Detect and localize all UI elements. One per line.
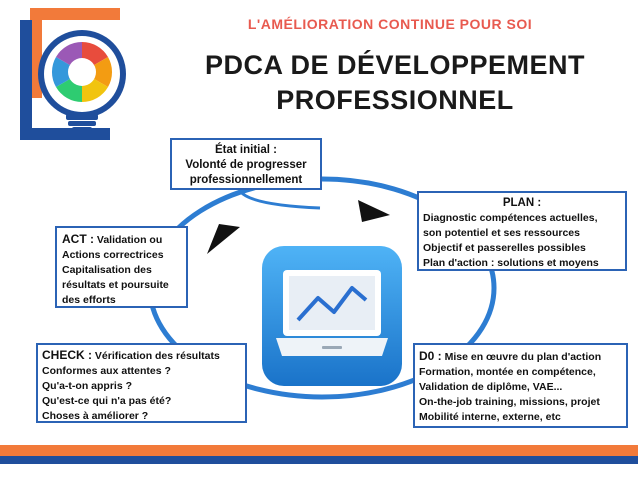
initial-state-line-3: professionnellement bbox=[189, 174, 303, 186]
bottom-stripe-blue bbox=[0, 456, 638, 464]
header-subtitle: L'AMÉLIORATION CONTINUE POUR SOI bbox=[247, 16, 533, 32]
plan-box bbox=[417, 191, 627, 271]
check-label: CHECK : bbox=[42, 348, 92, 362]
title-line-1: PDCA DE DÉVELOPPEMENT bbox=[204, 50, 586, 80]
do-first-line bbox=[419, 349, 622, 365]
check-first: Vérification des résultats bbox=[94, 350, 220, 362]
check-item: Choses à améliorer ? bbox=[42, 410, 149, 422]
act-item: Capitalisation des bbox=[62, 264, 152, 276]
bottom-stripe-orange bbox=[0, 445, 638, 456]
do-item: Validation de diplôme, VAE... bbox=[419, 381, 563, 393]
page-title bbox=[160, 48, 630, 118]
initial-state-line-1: État initial : bbox=[215, 144, 277, 156]
check-item: Conformes aux attentes ? bbox=[42, 365, 171, 377]
plan-item: Plan d'action : solutions et moyens bbox=[423, 257, 599, 269]
act-first: Validation ou bbox=[96, 234, 163, 246]
initial-state-box bbox=[170, 138, 322, 190]
check-first-line bbox=[42, 348, 241, 364]
do-box bbox=[413, 343, 628, 428]
act-label: ACT : bbox=[62, 232, 94, 246]
check-box bbox=[36, 343, 247, 423]
title-line-2: PROFESSIONNEL bbox=[276, 85, 514, 115]
initial-state-line-2: Volonté de progresser bbox=[185, 159, 307, 171]
do-item: On-the-job training, missions, projet bbox=[419, 396, 600, 408]
check-item: Qu'a-t-on appris ? bbox=[42, 380, 132, 392]
do-item: Mobilité interne, externe, etc bbox=[419, 411, 561, 423]
act-box bbox=[55, 226, 188, 308]
check-item: Qu'est-ce qui n'a pas été? bbox=[42, 395, 172, 407]
plan-heading: PLAN : bbox=[502, 197, 542, 209]
act-item: résultats et poursuite bbox=[62, 279, 169, 291]
do-first: Mise en œuvre du plan d'action bbox=[444, 351, 602, 363]
act-item: des efforts bbox=[62, 294, 116, 306]
act-first-line bbox=[62, 232, 181, 248]
plan-item: son potentiel et ses ressources bbox=[423, 227, 580, 239]
do-label: D0 : bbox=[419, 349, 442, 363]
plan-item: Objectif et passerelles possibles bbox=[423, 242, 586, 254]
do-item: Formation, montée en compétence, bbox=[419, 366, 596, 378]
plan-item: Diagnostic compétences actuelles, bbox=[423, 212, 598, 224]
act-item: Actions correctrices bbox=[62, 249, 164, 261]
